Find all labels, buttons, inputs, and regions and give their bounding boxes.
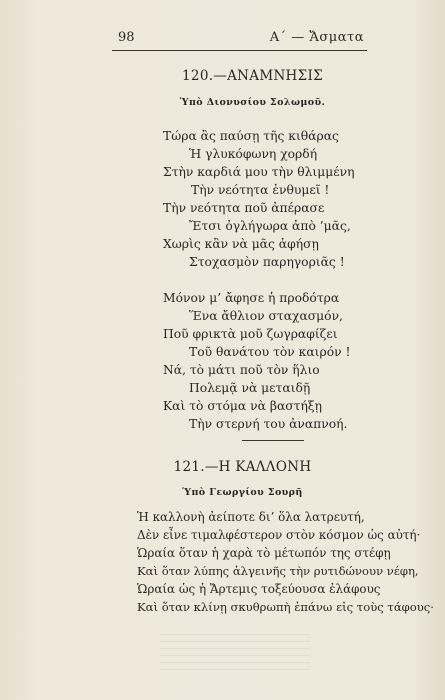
verse-line: Τὴν νεότητα ποῦ ἀπέρασε [163,201,325,215]
verse-line: Ὡραία ὅταν ἡ χαρὰ τὸ μέτωπόν της στέφῃ [137,546,391,560]
verse-line: Τὴν στερνή του ἀναπνοή. [189,417,348,431]
running-head: Α΄ — Ἄσματα [269,30,364,45]
verse-line: Ἕνα ἄθλιον σταχασμόν, [189,309,343,323]
page-header [118,30,366,50]
verse-line: Ἡ καλλονὴ ἀείποτε δι’ ὅλα λατρευτή, [137,510,365,524]
poem-author: Ὑπὸ Γεωργίου Σουρῆ [182,487,303,498]
verse-line: Μόνον μ’ ἄφησε ἡ προδότρα [163,291,340,305]
verse-line: Καὶ τὸ στόμα νὰ βαστήξῃ [163,399,322,413]
poem-author: Ὑπὸ Διονυσίου Σολωμοῦ. [179,97,326,108]
section-divider [242,440,304,441]
verse-line: Στοχασμὸν παρηγοριᾶς ! [189,255,345,269]
verse-line: Τώρα ἂς παύσῃ τῆς κιθάρας [163,129,339,143]
verse-line: Χωρὶς κἂν νὰ μᾶς ἀφήσῃ [163,237,319,251]
verse-line: Πολεμᾷ νὰ μεταιδῇ [189,381,311,395]
verse-line: Στὴν καρδιά μου τὴν θλιμμένη [163,165,355,179]
verse-line: Ἔτσι ὀγλήγωρα ἀπὸ ’μᾶς, [189,219,351,233]
header-rule [112,50,367,51]
page-number: 98 [118,30,135,45]
verse-line: Ἡ γλυκόφωνη χορδή [189,147,318,161]
show-through-texture [160,630,310,670]
poem-title: 121.—Η ΚΑΛΛΟΝΗ [173,459,312,475]
poem-title: 120.—ΑΝΑΜΝΗΣΙΣ [182,68,323,84]
verse-line: Τοῦ θανάτου τὸν καιρόν ! [189,345,351,359]
verse-line: Καὶ ὅταν κλίνῃ σκυθρωπὴ ἐπάνω εἰς τοὺς τάφους· [137,600,434,614]
verse-line: Καὶ ὅταν λύπης ἀλγεινῆς τὴν ρυτιδώνουν νέφη, [137,564,419,578]
verse-line: Ποῦ φρικτὰ μοῦ ζωγραφίζει [163,327,338,341]
verse-line: Ὡραία ὡς ἡ Ἄρτεμις τοξεύουσα ἐλάφους [137,582,381,596]
verse-line: Δὲν εἶνε τιμαλφέστερον στὸν κόσμον ὡς αὐτή· [137,528,421,542]
verse-line: Νά, τὸ μάτι ποῦ τὸν ἥλιο [163,363,320,377]
verse-line: Τὴν νεότητα ἐνθυμεῖ ! [191,183,330,197]
